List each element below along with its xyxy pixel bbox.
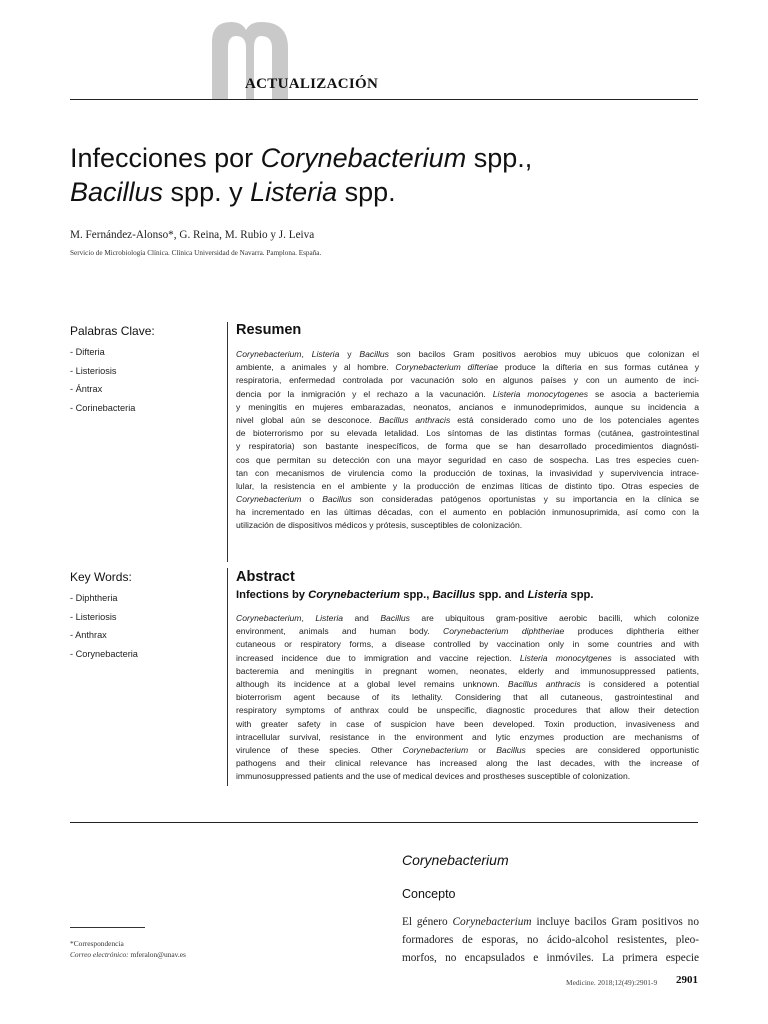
body-paragraph: El género Corynebacterium incluye bacilos Gram positivos no formadores de esporas, no ácido-alcohol resistentes, pleo- morfos, no encapsulados e inmóviles. La primera especie [402,916,699,964]
abstract-text: Corynebacterium, Listeria and Bacillus are ubiquitous gram-positive aerobic bacilli, which colonize environment, animals and human body. Corynebacterium diphtheriae produces diphtheria either cutaneous or respiratory forms, a disease controlled by vaccination only in some countries and with increased incidence due to immigration and vaccine rejection. Listeria monocytgenes is associated with bacteremia and meningitis in pregnant women, neonates, elderly and immunosuppressed patients, although its incidence at a global level remains unknown. Bacillus anthracis is considered a potential bioterrorism agent because of its lethality. Considering that all cutaneous, gastrointestinal and respiratory symptoms of anthrax could be unspecific, diagnostic procedures that allow their detection with greater safety in case of suspicion have been developed. Toxin production, invasiveness and intracellular survival, resistance in the environment and lytic enzymes production are mechanisms of virulence of these species. Other Corynebacterium or Bacillus species are considered opportunistic pathogens and their clinical relevance has increased along the last decades, with the increase of immunosuppressed patients and the use of medical devices and prostheses susceptible of colonization. [236,613,700,782]
footnote-email: Correo electrónico: mferalon@unav.es [70,950,186,959]
journal-citation: Medicine. 2018;12(49):2901-9 [566,978,658,987]
keywords-en-list [70,593,138,667]
keywords-es-list [70,347,135,421]
column-divider [227,568,228,786]
keyword-item: - Difteria [70,347,105,357]
resumen-text: Corynebacterium, Listeria y Bacillus son bacilos Gram positivos aerobios muy ubicuos que colonizan el ambiente, a animales y al hombre. Corynebacterium difteriae produce la difteria en sus formas cutánea y respiratoria, enfermedad controlada por vacunación solo en algunos países y con un aumento de inci- dencia por la inmigración y el rechazo a la vacunación. Listeria monocytogenes se asocia a bacteriemia y meningitis en mujeres embarazadas, neonatos, ancianos e inmunodeprimidos, aunque su incidencia a nivel global aún se desconoce. Bacillus anthracis está considerado como uno de los potenciales agentes de bioterrorismo por su elevada letalidad. Los síntomas de las distintas formas (cutánea, gastrointestinal y respiratoria) son bastante inespecíficos, de forma que se han desarrollado procedimientos diagnósti- cos que permitan su detección con una mayor seguridad en caso de sospecha. Las tres especies cuen- tan con mecanismos de virulencia como la producción de toxinas, la invasividad y supervivencia intrace- lular, la resistencia en el ambiente y la producción de enzimas líticas de distinto tipo. Otras especies de Corynebacterium o Bacillus son consideradas patógenos oportunistas y su importancia en la clínica se ha incrementado en las últimas décadas, con el aumento en población inmunosuprimida, así como con la utilización de dispositivos médicos y prótesis, susceptibles de colonización. [236,349,700,531]
top-divider [70,99,698,100]
article-title: Infecciones por Corynebacterium spp., Bacillus spp. y Listeria spp. [70,143,533,207]
footnote-divider [70,927,145,928]
keyword-item: - Corynebacteria [70,648,138,659]
keywords-es-heading: Palabras Clave: [70,324,155,338]
subsection-title: Concepto [402,887,456,901]
section-label: ACTUALIZACIÓN [245,76,379,92]
footnote-correspondence: *Correspondencia [70,939,124,948]
keyword-item: - Anthrax [70,630,107,640]
abstract-english-title: Infections by Corynebacterium spp., Bacillus spp. and Listeria spp. [236,589,594,601]
keyword-item: - Ántrax [70,384,103,394]
section-title: Corynebacterium [402,852,509,868]
keyword-item: - Corinebacteria [70,402,136,413]
keywords-en-heading: Key Words: [70,570,132,584]
resumen-heading: Resumen [236,322,302,338]
section-divider [70,822,698,823]
page-number: 2901 [676,974,698,986]
keyword-item: - Listeriosis [70,611,117,622]
column-divider [227,322,228,562]
author-list: M. Fernández-Alonso*, G. Reina, M. Rubio y J. Leiva [70,229,315,241]
keyword-item: - Listeriosis [70,365,117,376]
keyword-item: - Diphtheria [70,593,118,603]
affiliation: Servicio de Microbiología Clínica. Clínica Universidad de Navarra. Pamplona. España. [70,249,322,257]
abstract-heading: Abstract [236,569,295,585]
